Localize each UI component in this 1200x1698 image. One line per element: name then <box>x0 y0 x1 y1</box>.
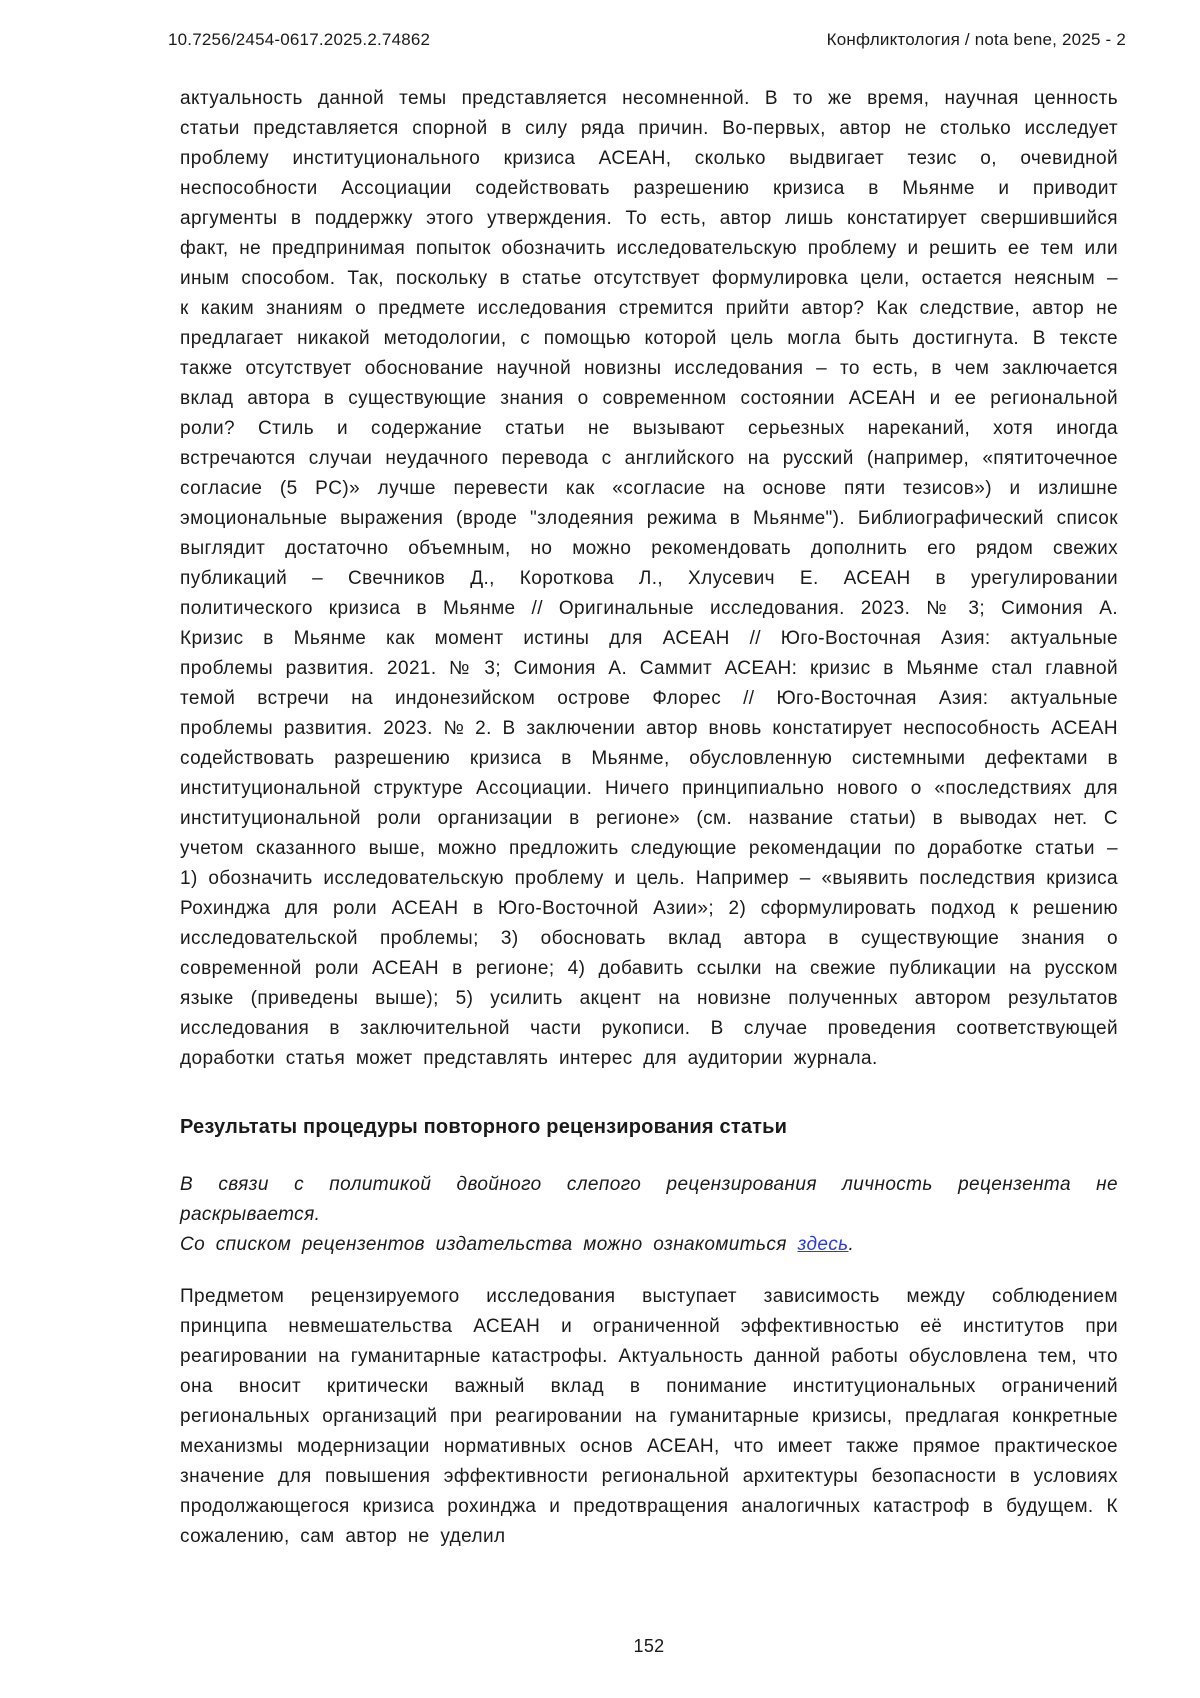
anonymity-notice-line2 <box>180 1230 1118 1260</box>
header-doi: 10.7256/2454-0617.2025.2.74862 <box>168 30 431 49</box>
first-review-paragraph: актуальность данной темы представляется несомненной. В то же время, научная ценность статьи представляется спорной в силу ряда причин. Во-первых, автор не столько исследует проблему институционального кризиса АСЕАН, сколько выдвигает тезис о, очевидной неспособности Ассоциации содействовать разрешению кризиса в Мьянме и приводит аргументы в поддержку этого утверждения. То есть, автор лишь констатирует свершившийся факт, не предпринимая попыток обозначить исследовательскую проблему и решить ее тем или иным способом. Так, поскольку в статье отсутствует формулировка цели, остается неясным – к каким знаниям о предмете исследования стремится прийти автор? Как следствие, автор не предлагает никакой методологии, с помощью которой цель могла быть достигнута. В тексте также отсутствует обоснование научной новизны исследования – то есть, в чем заключается вклад автора в существующие знания о современном состоянии АСЕАН и ее региональной роли? Стиль и содержание статьи не вызывают серьезных нареканий, хотя иногда встречаются случаи неудачного перевода с английского на русский (например, «пятиточечное согласие (5 PC)» лучше перевести как «согласие на основе пяти тезисов») и излишне эмоциональные выражения (вроде "злодеяния режима в Мьянме"). Библиографический список выглядит достаточно объемным, но можно рекомендовать дополнить его рядом свежих публикаций – Свечников Д., Короткова Л., Хлусевич Е. АСЕАН в урегулировании политического кризиса в Мьянме // Оригинальные исследования. 2023. № 3; Симония А. Кризис в Мьянме как момент истины для АСЕАН // Юго-Восточная Азия: актуальные проблемы развития. 2021. № 3; Симония А. Саммит АСЕАН: кризис в Мьянме стал главной темой встречи на индонезийском острове Флорес // Юго-Восточная Азия: актуальные проблемы развития. 2023. № 2. В заключении автор вновь констатирует неспособность АСЕАН содействовать разрешению кризиса в Мьянме, обусловленную системными дефектами в институциональной структуре Ассоциации. Ничего принципиально нового о «последствиях для институциональной роли организации в регионе» (см. название статьи) в выводах нет. С учетом сказанного выше, можно предложить следующие рекомендации по доработке статьи – 1) обозначить исследовательскую проблему и цель. Например – «выявить последствия кризиса Рохинджа для роли АСЕАН в Юго-Восточной Азии»; 2) сформулировать подход к решению исследовательской проблемы; 3) обосновать вклад автора в существующие знания о современной роли АСЕАН в регионе; 4) добавить ссылки на свежие публикации на русском языке (приведены выше); 5) усилить акцент на новизне полученных автором результатов исследования в заключительной части рукописи. В случае проведения соответствующей доработки статья может представлять интерес для аудитории журнала. <box>180 88 1118 1069</box>
page-footer <box>180 1636 1118 1657</box>
page-header <box>168 30 1126 50</box>
page-number: 152 <box>633 1636 665 1656</box>
reviewer-list-link[interactable]: здесь <box>797 1234 849 1255</box>
page-content <box>180 84 1118 1552</box>
anonymity-notice-line2-prefix: Со списком рецензентов издательства можно ознакомиться <box>180 1234 798 1255</box>
anonymity-notice-line2-suffix: . <box>848 1234 855 1255</box>
second-review-paragraph: Предметом рецензируемого исследования выступает зависимость между соблюдением принципа невмешательства АСЕАН и ограниченной эффективностью её институтов при реагировании на гуманитарные катастрофы. Актуальность данной работы обусловлена тем, что она вносит критически важный вклад в понимание институциональных ограничений региональных организаций при реагировании на гуманитарные кризисы, предлагая конкретные механизмы модернизации нормативных основ АСЕАН, что имеет также прямое практическое значение для повышения эффективности региональной архитектуры безопасности в условиях продолжающегося кризиса рохинджа и предотвращения аналогичных катастроф в будущем. К сожалению, сам автор не уделил <box>180 1286 1118 1547</box>
reviewer-anonymity-notice <box>180 1170 1118 1260</box>
header-journal-title: Конфликтология / nota bene, 2025 - 2 <box>826 30 1126 49</box>
anonymity-notice-line1: В связи с политикой двойного слепого рецензирования личность рецензента не раскрывается. <box>180 1174 1118 1225</box>
section-heading-rereview-results: Результаты процедуры повторного рецензирования статьи <box>180 1116 788 1138</box>
